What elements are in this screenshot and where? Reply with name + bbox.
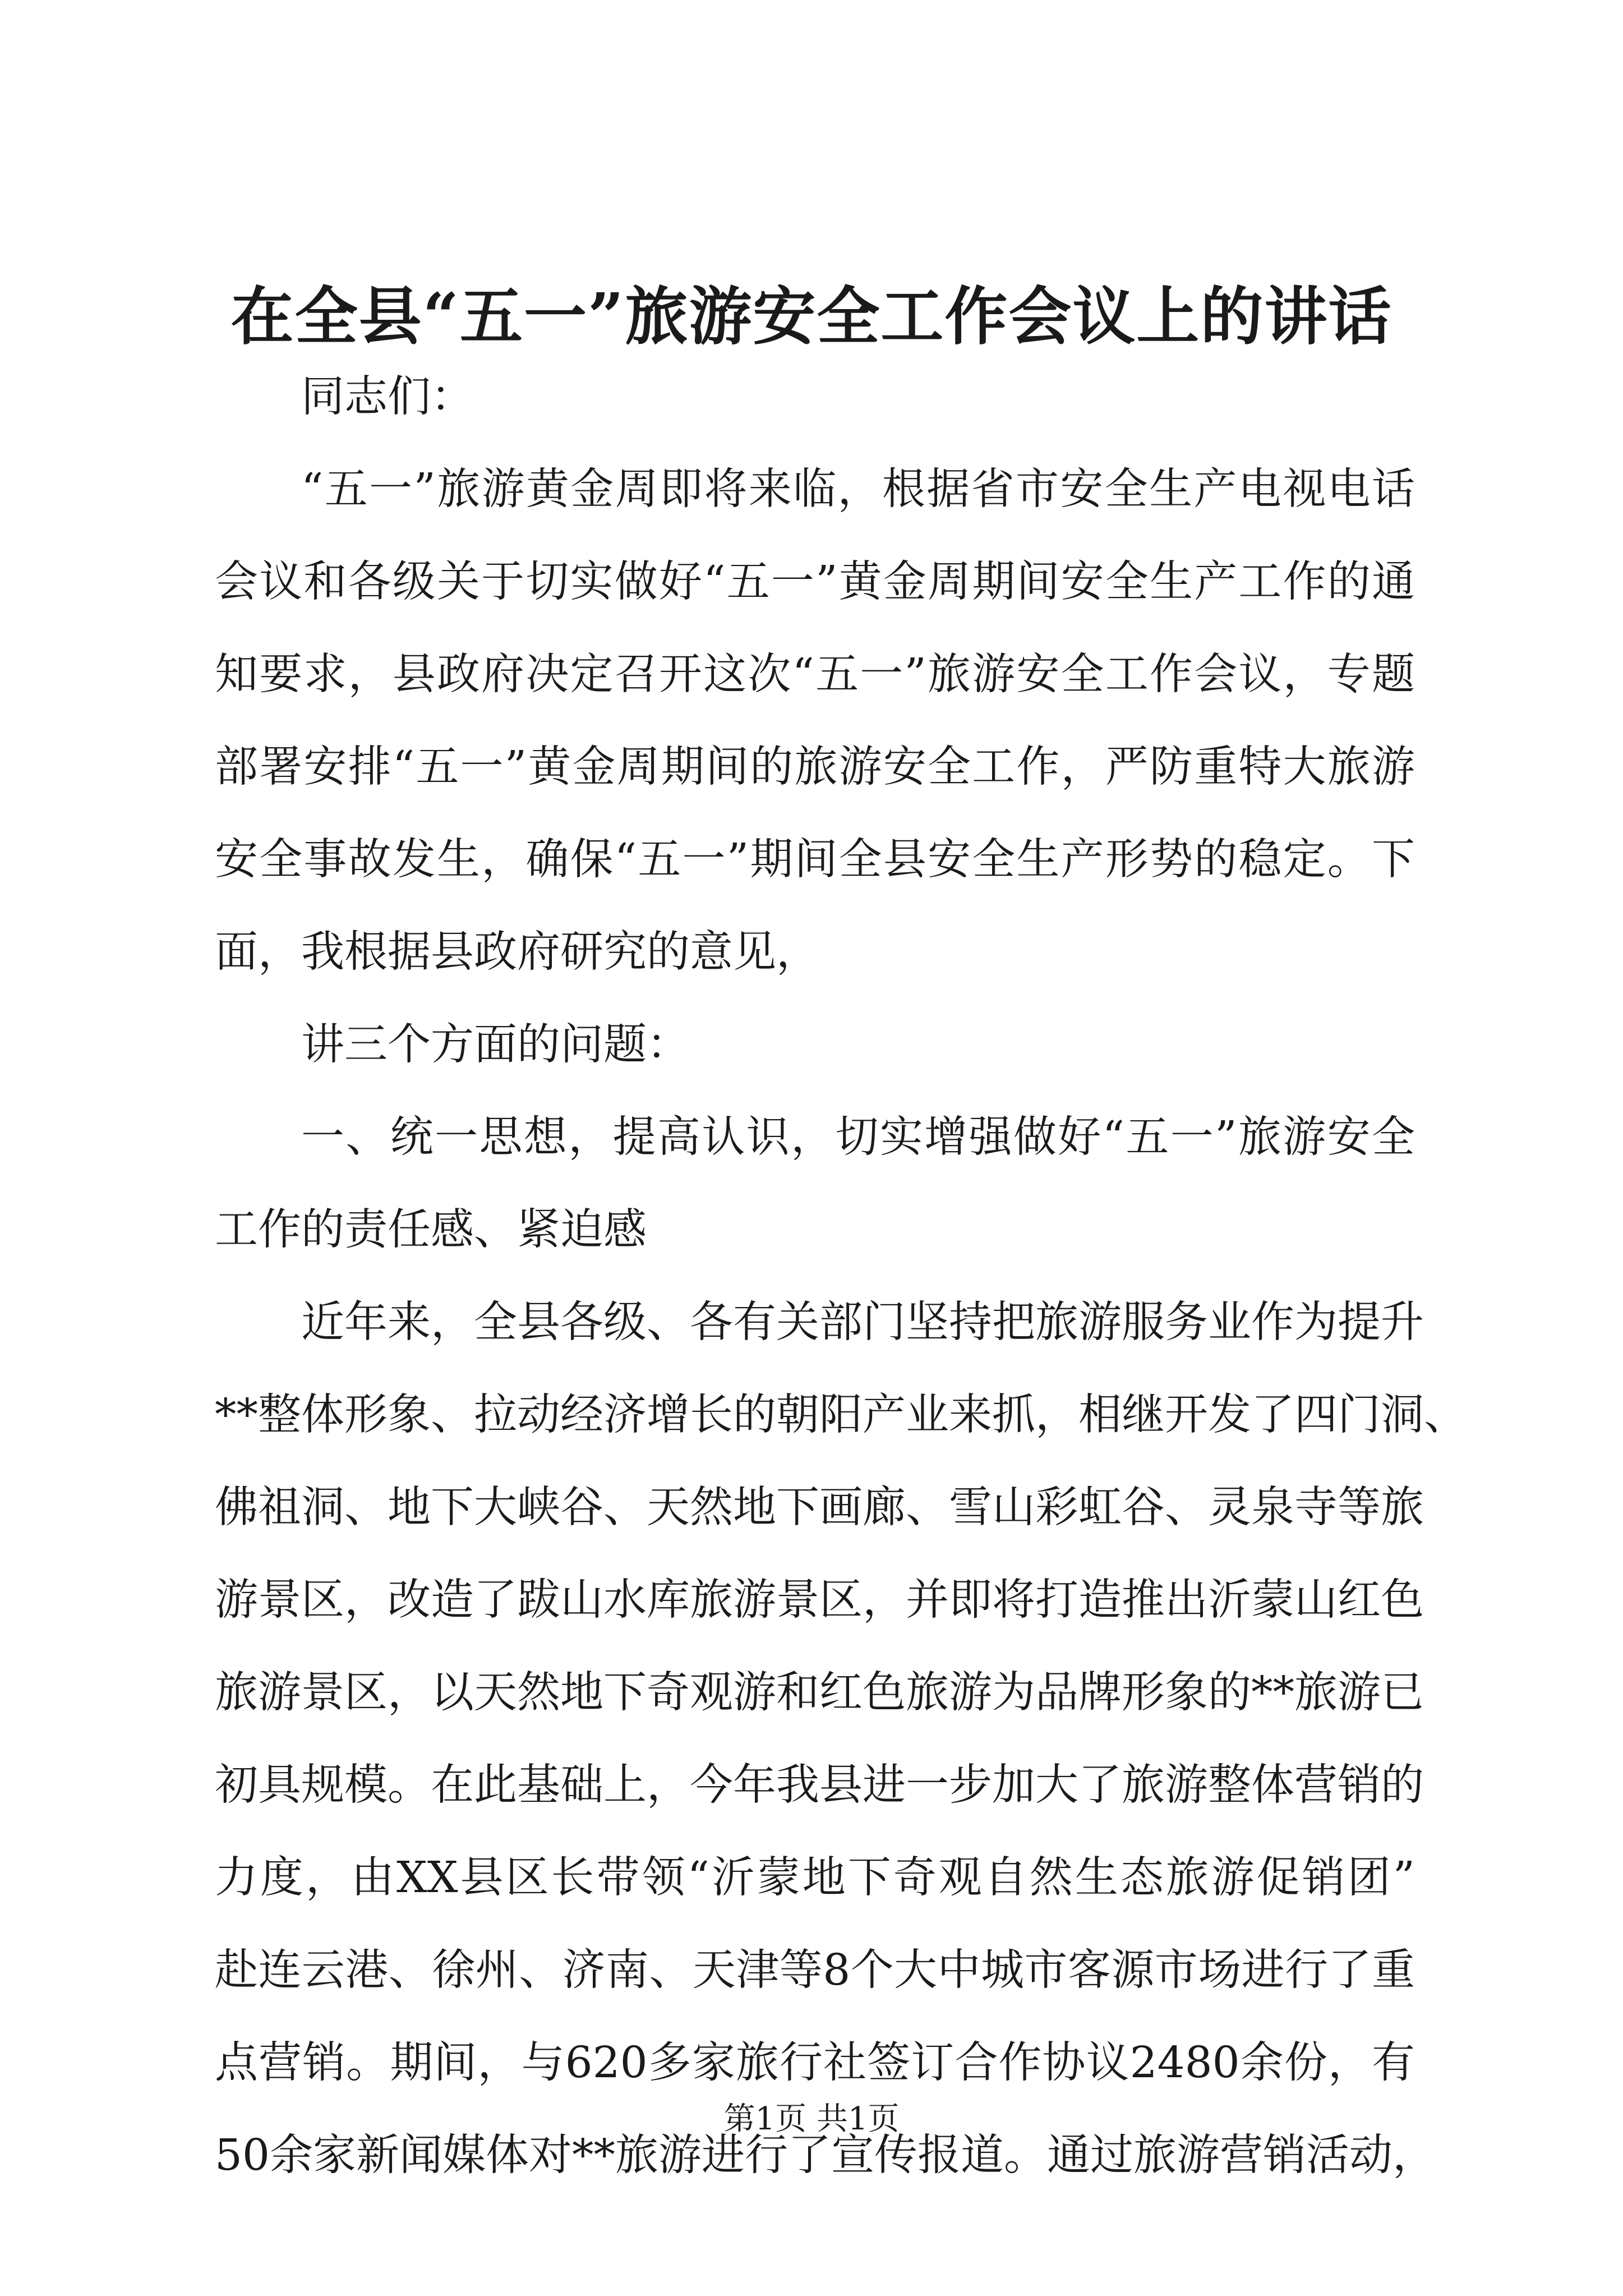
paragraph-line: “五一”旅游黄金周即将来临，根据省市安全生产电视电话: [301, 464, 1415, 514]
paragraph-line: 赴连云港、徐州、济南、天津等8个大中城市客源市场进行了重: [215, 1945, 1415, 1995]
paragraph-line: 安全事故发生，确保“五一”期间全县安全生产形势的稳定。下: [215, 835, 1415, 885]
paragraph-line: 知要求，县政府决定召开这次“五一”旅游安全工作会议，专题: [215, 650, 1415, 700]
document-body: [215, 351, 1467, 2202]
section-heading-line: 工作的责任感、紧迫感: [215, 1205, 647, 1255]
paragraph-line: 面，我根据县政府研究的意见，: [215, 927, 819, 977]
paragraph-line: 讲三个方面的问题：: [301, 1020, 690, 1070]
paragraph-line: 旅游景区，以天然地下奇观游和红色旅游为品牌形象的**旅游已: [215, 1668, 1424, 1718]
paragraph-line: 50余家新闻媒体对**旅游进行了宣传报道。通过旅游营销活动，: [215, 2131, 1436, 2180]
page-footer: 第1页 共1页: [723, 2101, 900, 2137]
paragraph-line: 力度，由XX县区长带领“沂蒙地下奇观自然生态旅游促销团”: [215, 1853, 1415, 1903]
paragraph-line: **整体形象、拉动经济增长的朝阳产业来抓，相继开发了四门洞、: [215, 1390, 1467, 1440]
paragraph-line: 游景区，改造了跋山水库旅游景区，并即将打造推出沂蒙山红色: [215, 1575, 1424, 1625]
paragraph-line: 部署安排“五一”黄金周期间的旅游安全工作，严防重特大旅游: [215, 742, 1415, 792]
section-heading-line: 一、统一思想，提高认识，切实增强做好“五一”旅游安全: [301, 1112, 1415, 1162]
greeting-line: 同志们：: [301, 372, 474, 422]
paragraph-line: 佛祖洞、地下大峡谷、天然地下画廊、雪山彩虹谷、灵泉寺等旅: [215, 1483, 1424, 1533]
document-title: 在全县“五一”旅游安全工作会议上的讲话: [230, 280, 1393, 353]
paragraph-line: 近年来，全县各级、各有关部门坚持把旅游服务业作为提升: [301, 1297, 1424, 1347]
paragraph-line: 点营销。期间，与620多家旅行社签订合作协议2480余份，有: [215, 2038, 1415, 2088]
paragraph-line: 会议和各级关于切实做好“五一”黄金周期间安全生产工作的通: [215, 557, 1415, 607]
paragraph-line: 初具规模。在此基础上，今年我县进一步加大了旅游整体营销的: [215, 1760, 1424, 1810]
